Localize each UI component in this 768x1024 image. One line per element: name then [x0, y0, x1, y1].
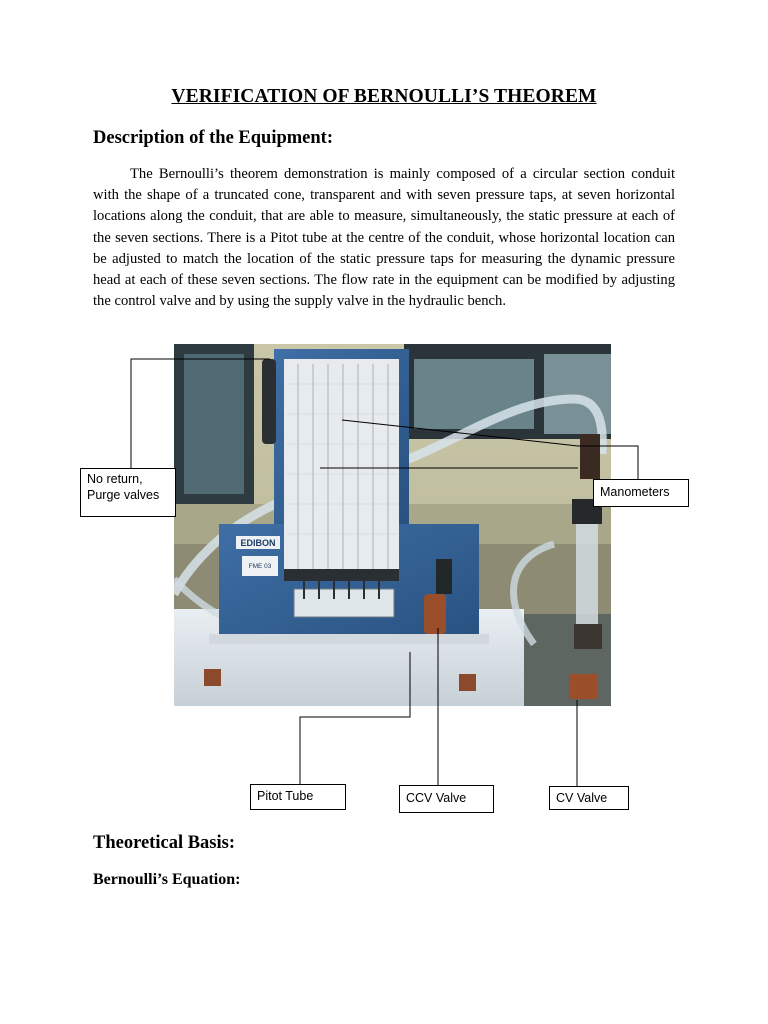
bernoulli-equation-heading: Bernoulli’s Equation:	[93, 871, 241, 888]
manometers-label: Manometers	[600, 485, 670, 499]
cv-valve-label: CV Valve	[556, 791, 608, 805]
model-plate-text: FME 03	[248, 563, 272, 570]
equipment-description-paragraph: The Bernoulli’s theorem demonstration is mainly composed of a circular section conduit with the shape of a truncated cone, transparent and with seven pressure taps, at seven horizontal locations along the conduit, that are able to measure, simultaneously, the static pressure at each of the seven sections. There is a Pitot tube at the centre of the conduit, whose horizontal location can be adjusted to match the location of the static pressure taps for measuring the dynamic pressure head at each of these seven sections. The flow rate in the equipment can be modified by adjusting the control valve and by using the supply valve in the hydraulic bench.	[93, 166, 675, 310]
equipment-photo	[174, 344, 611, 706]
purge-valves-callout	[80, 468, 176, 517]
purge-valves-label-line2: Purge valves	[87, 488, 160, 502]
manometers-callout	[593, 479, 689, 507]
ccv-valve-callout	[399, 785, 494, 813]
equipment-description-heading: Description of the Equipment:	[93, 128, 333, 148]
edibon-logo-text: EDIBON	[240, 538, 276, 548]
cv-valve-callout	[549, 786, 629, 810]
page-title: VERIFICATION OF BERNOULLI’S THEOREM	[171, 86, 597, 107]
pitot-tube-label: Pitot Tube	[257, 789, 314, 803]
pitot-tube-callout	[250, 784, 346, 810]
theoretical-basis-heading: Theoretical Basis:	[93, 833, 235, 853]
purge-valves-label-line1: No return,	[87, 472, 143, 486]
ccv-valve-label: CCV Valve	[406, 791, 467, 805]
